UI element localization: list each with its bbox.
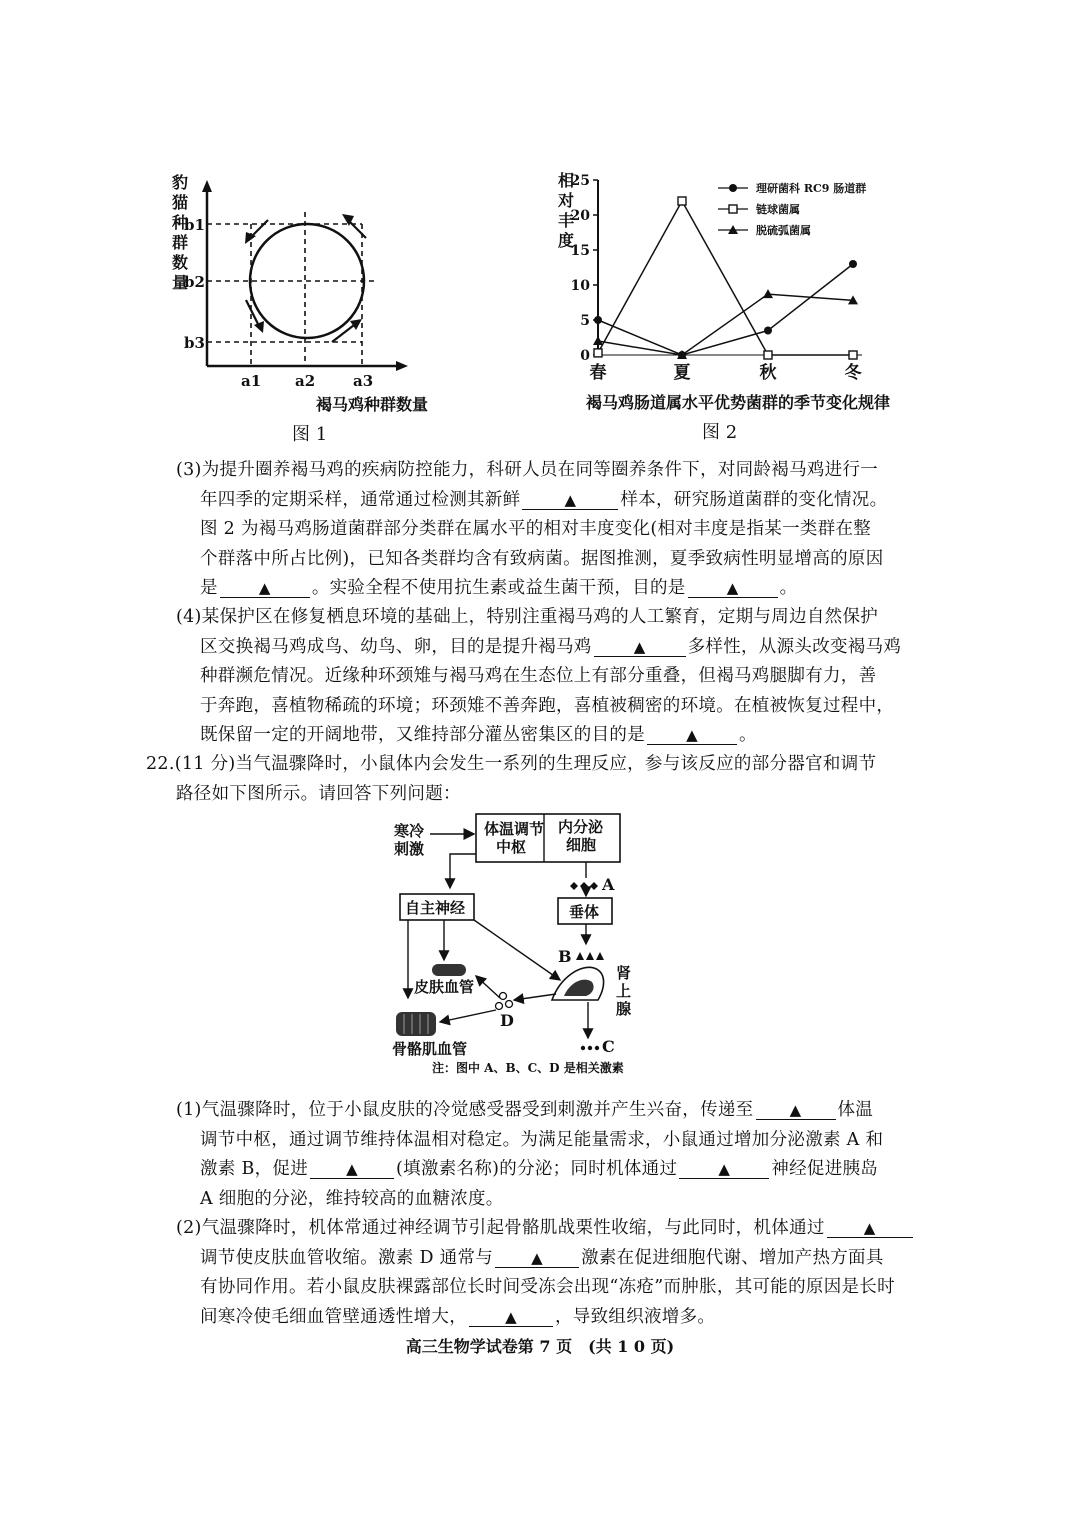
q22-2-line1a: (2)气温骤降时，机体常通过神经调节引起骨骼肌战栗性收缩，与此同时，机体通过 xyxy=(176,1218,825,1238)
fig2-y-label-3: 丰 xyxy=(558,211,575,230)
data-point xyxy=(849,351,857,359)
q21-4-line2b: 多样性，从源头改变褐马鸡 xyxy=(687,636,902,657)
q22-1-line3a: 激素 B，促进 xyxy=(200,1159,309,1179)
series-line xyxy=(598,294,853,355)
answer-blank[interactable] xyxy=(220,579,310,598)
x-tick-label: 秋 xyxy=(759,363,777,383)
data-point xyxy=(678,197,686,205)
fig1-x-tick-a2: a2 xyxy=(295,372,316,390)
diagram-pituitary: 垂体 xyxy=(569,903,600,921)
q21-part3 xyxy=(176,456,887,604)
data-point xyxy=(593,336,603,345)
q21-3-line3: 图 2 为褐马鸡肠道菌群部分类群在属水平的相对丰度变化(相对丰度是指某一类群在整 xyxy=(200,519,872,539)
diagram-skin-vessel-icon xyxy=(432,964,466,976)
fig1-y-label-2: 猫 xyxy=(172,193,189,212)
q21-4-line2a: 区交换褐马鸡成鸟、幼鸟、卵，目的是提升褐马鸡 xyxy=(200,636,592,657)
q22-part1 xyxy=(176,1096,883,1214)
diagram-adrenal-1: 肾 xyxy=(616,964,632,982)
answer-blank[interactable] xyxy=(647,726,737,745)
legend-label: 理研菌科 RC9 肠道群 xyxy=(756,182,867,195)
diagram-adrenal-3: 腺 xyxy=(616,1000,632,1018)
q21-3-line5c: 。 xyxy=(779,578,798,598)
q22-diagram xyxy=(380,810,660,1080)
fig1-x-label: 褐马鸡种群数量 xyxy=(316,395,429,414)
diagram-muscle-vessel-icon xyxy=(396,1012,436,1036)
y-tick-label: 10 xyxy=(570,278,590,294)
data-point xyxy=(764,351,772,359)
answer-blank[interactable] xyxy=(310,1160,394,1179)
figure-1 xyxy=(150,170,440,450)
x-tick-label: 冬 xyxy=(844,363,862,383)
answer-blank[interactable] xyxy=(827,1219,913,1238)
q22-1-line4: A 细胞的分泌，维持较高的血糖浓度。 xyxy=(200,1188,504,1209)
q22-part2 xyxy=(176,1214,915,1332)
diagram-muscle-vessel: 骨骼肌血管 xyxy=(392,1040,468,1058)
q22-2-line2a: 调节使皮肤血管收缩。激素 D 通常与 xyxy=(200,1247,494,1268)
x-tick-label: 夏 xyxy=(673,363,691,383)
diagram-endocrine-1: 内分泌 xyxy=(558,818,604,836)
q21-4-line5a: 既保留一定的开阔地带，又维持部分灌丛密集区的目的是 xyxy=(200,725,645,745)
data-point xyxy=(594,349,602,357)
diagram-center-2: 中枢 xyxy=(496,838,527,856)
q22-2-line4b: ，导致组织液增多。 xyxy=(555,1306,716,1327)
answer-blank[interactable] xyxy=(756,1101,836,1120)
data-point xyxy=(729,184,737,192)
q22-1-line1b: 体温 xyxy=(837,1100,874,1120)
q22-2-line3: 有协同作用。若小鼠皮肤裸露部位长时间受冻会出现“冻疮”而肿胀，其可能的原因是长时 xyxy=(200,1277,895,1297)
answer-blank[interactable] xyxy=(469,1308,553,1327)
y-tick-label: 20 xyxy=(570,208,590,224)
y-tick-label: 0 xyxy=(580,348,590,364)
figure-2 xyxy=(552,168,932,450)
diagram-endocrine-2: 细胞 xyxy=(566,836,597,854)
q22-1-line2: 调节中枢，通过调节维持体温相对稳定。为满足能量需求，小鼠通过增加分泌激素 A 和 xyxy=(200,1129,884,1150)
q21-4-line4: 于奔跑，喜植物稀疏的环境；环颈雉不善奔跑，喜植被稠密的环境。在植被恢复过程中， xyxy=(200,695,895,716)
q21-3-line4: 个群落中所占比例)，已知各类群均含有致病菌。据图推测，夏季致病性明显增高的原因 xyxy=(200,548,884,569)
answer-blank[interactable] xyxy=(688,579,778,598)
y-tick-label: 25 xyxy=(570,173,590,189)
fig1-x-tick-a3: a3 xyxy=(353,372,374,390)
diagram-label-b: B xyxy=(558,947,572,966)
legend-label: 链球菌属 xyxy=(756,203,800,216)
diagram-autonomic: 自主神经 xyxy=(405,899,466,917)
diagram-adrenal-2: 上 xyxy=(616,982,632,1000)
legend-label: 脱硫弧菌属 xyxy=(756,224,811,237)
diagram-note: 注：图中 A、B、C、D 是相关激素 xyxy=(432,1061,624,1075)
q21-3-line5b: 。实验全程不使用抗生素或益生菌干预，目的是 xyxy=(311,578,686,598)
diagram-center-1: 体温调节 xyxy=(484,820,545,838)
q21-4-line3: 种群濒危情况。近缘种环颈雉与褐马鸡在生态位上有部分重叠，但褐马鸡腿脚有力，善 xyxy=(200,666,877,686)
fig1-y-label-5: 数 xyxy=(172,253,189,272)
q21-3-line5a: 是 xyxy=(200,578,218,598)
fig1-caption: 图 1 xyxy=(292,424,328,445)
q22-intro xyxy=(146,750,876,809)
diagram-skin-vessel: 皮肤血管 xyxy=(414,978,475,996)
q22-1-line1a: (1)气温骤降时，位于小鼠皮肤的冷觉感受器受到刺激并产生兴奋，传递至 xyxy=(176,1100,754,1120)
y-tick-label: 5 xyxy=(580,313,590,329)
q21-3-line2a: 年四季的定期采样，通常通过检测其新鲜 xyxy=(200,489,521,510)
series-line xyxy=(598,201,853,355)
q22-2-line2b: 激素在促进细胞代谢、增加产热方面具 xyxy=(581,1247,884,1268)
fig2-y-label-4: 度 xyxy=(558,231,575,250)
diagram-label-d: D xyxy=(500,1011,514,1030)
data-point xyxy=(849,260,857,268)
answer-blank[interactable] xyxy=(522,491,618,510)
fig1-y-tick-b2: b2 xyxy=(184,273,205,291)
q22-1-line3c: 神经促进胰岛 xyxy=(771,1159,879,1179)
q21-3-line1: (3)为提升圈养褐马鸡的疾病防控能力，科研人员在同等圈养条件下，对同龄褐马鸡进行一 xyxy=(176,460,879,480)
diagram-label-c: C xyxy=(602,1037,615,1056)
q21-4-line1: (4)某保护区在修复栖息环境的基础上，特别注重褐马鸡的人工繁育，定期与周边自然保护 xyxy=(176,607,879,627)
diagram-stimulus-1: 寒冷 xyxy=(394,822,425,840)
q22-intro-line2: 路径如下图所示。请回答下列问题： xyxy=(176,783,461,804)
fig2-caption: 图 2 xyxy=(702,422,738,443)
data-point xyxy=(729,205,737,213)
q21-4-line5b: 。 xyxy=(739,725,757,745)
fig1-y-tick-b3: b3 xyxy=(184,334,205,352)
q21-part4 xyxy=(176,603,901,751)
fig2-y-label-1: 相 xyxy=(558,171,575,190)
q22-2-line4a: 间寒冷使毛细血管壁通透性增大， xyxy=(200,1306,467,1327)
y-tick-label: 15 xyxy=(570,243,590,259)
page-footer: 高三生物学试卷第 7 页 (共 1 0 页) xyxy=(405,1337,675,1356)
x-tick-label: 春 xyxy=(589,363,607,383)
fig1-y-label-6: 量 xyxy=(172,273,189,292)
fig1-y-label-1: 豹 xyxy=(172,173,189,192)
fig1-y-tick-b1: b1 xyxy=(184,216,205,234)
answer-blank[interactable] xyxy=(679,1160,769,1179)
q22-1-line3b: (填激素名称)的分泌；同时机体通过 xyxy=(396,1159,678,1179)
diagram-label-a: A xyxy=(602,875,615,894)
q21-3-line2b: 样本，研究肠道菌群的变化情况。 xyxy=(620,489,888,510)
answer-blank[interactable] xyxy=(594,638,686,657)
diagram-stimulus-2: 刺激 xyxy=(394,840,425,858)
fig1-y-label-4: 群 xyxy=(172,233,189,252)
data-point xyxy=(763,289,773,298)
fig2-title: 褐马鸡肠道属水平优势菌群的季节变化规律 xyxy=(586,393,891,412)
fig1-y-label-3: 种 xyxy=(172,213,189,232)
answer-blank[interactable] xyxy=(495,1249,579,1268)
fig1-x-tick-a1: a1 xyxy=(241,372,262,390)
q22-intro-line1: 22.(11 分)当气温骤降时，小鼠体内会发生一系列的生理反应，参与该反应的部分器官和调节 xyxy=(146,754,877,774)
data-point xyxy=(594,316,602,324)
data-point xyxy=(764,327,772,335)
fig2-y-label-2: 对 xyxy=(558,191,575,210)
